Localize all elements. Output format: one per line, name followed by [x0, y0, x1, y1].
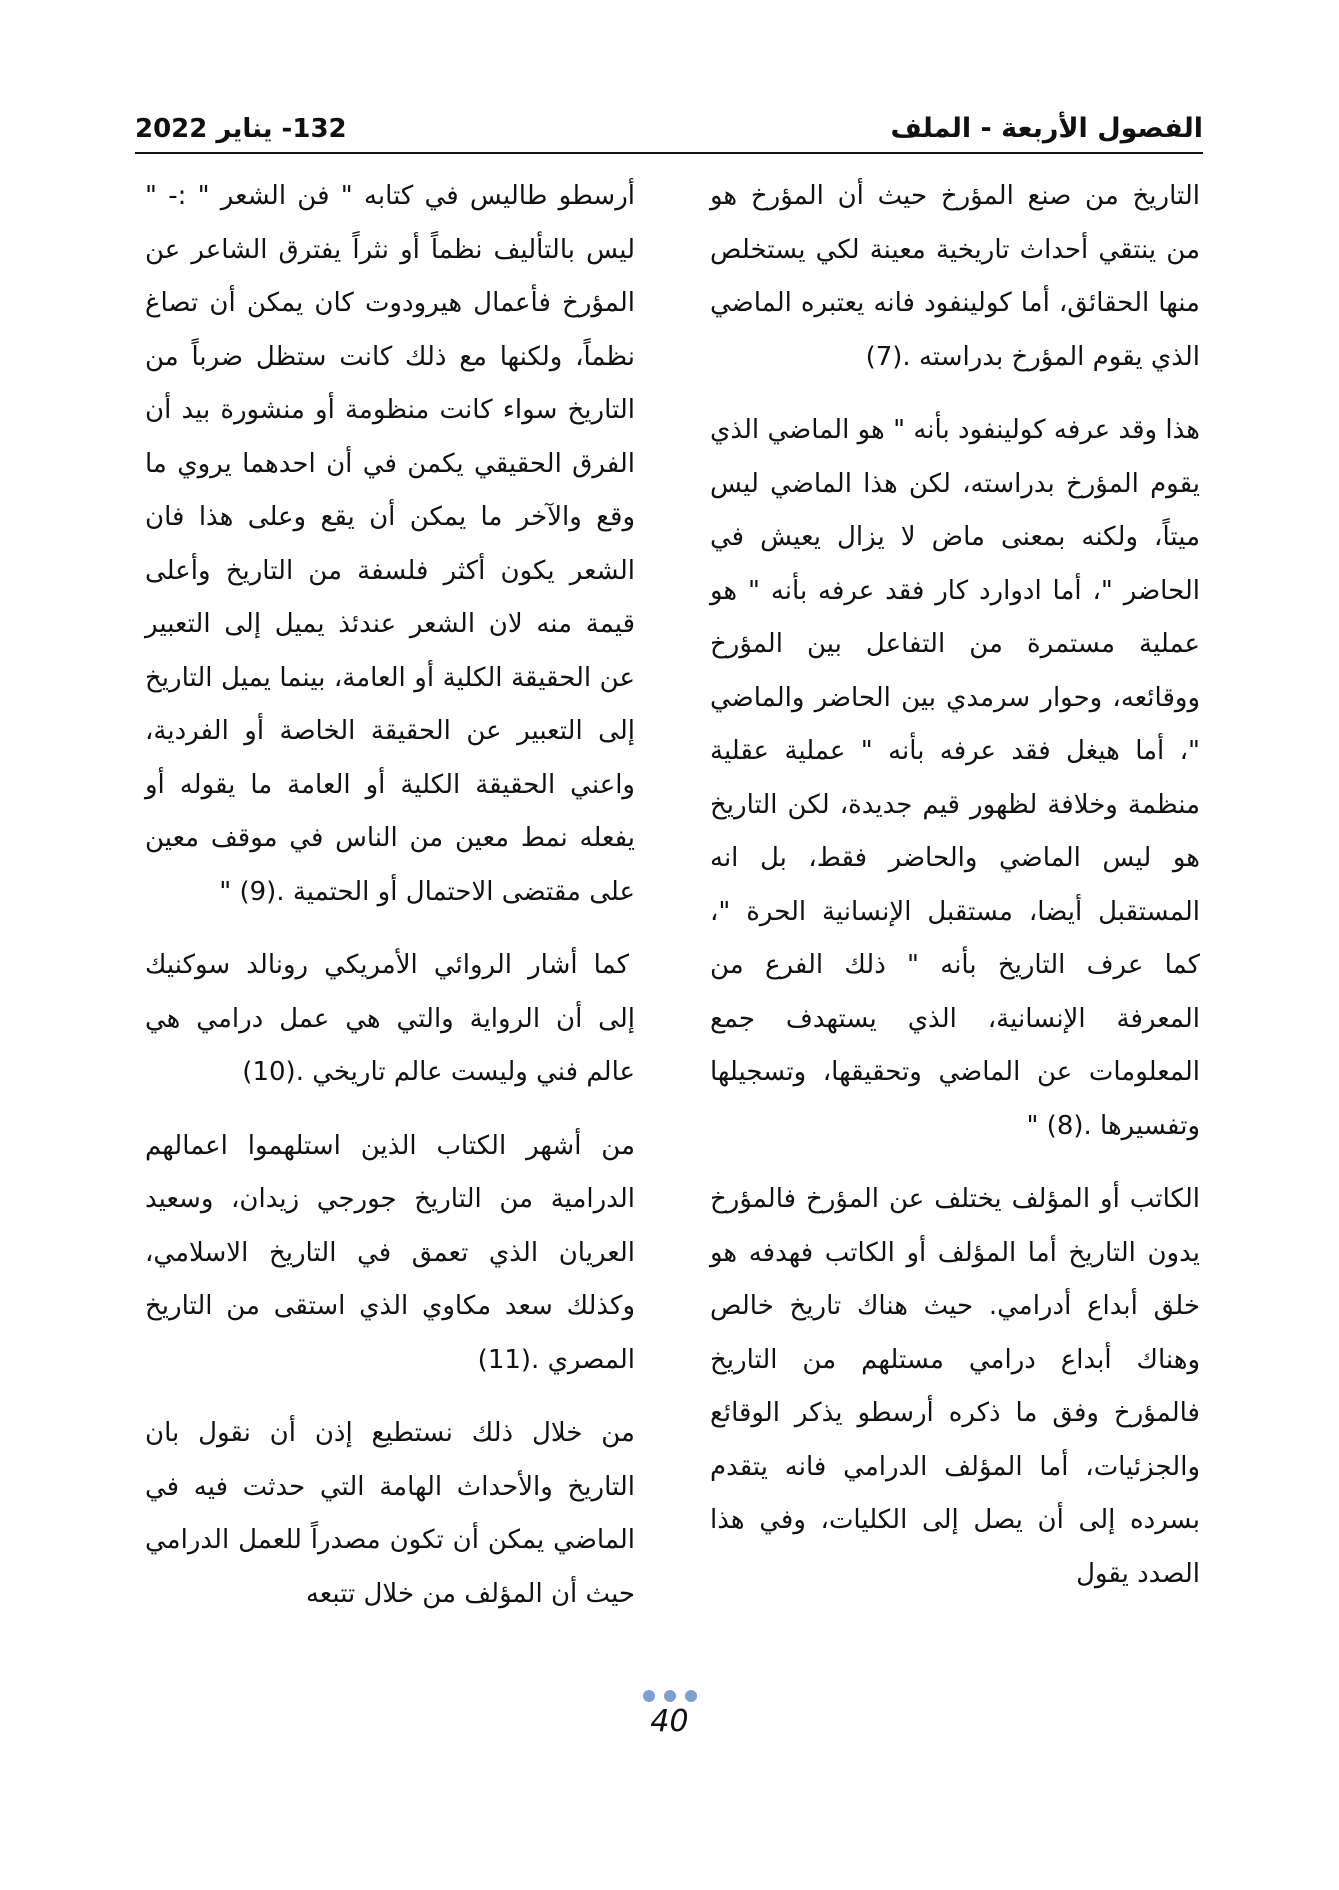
dot-icon [685, 1690, 697, 1702]
issue-date: 132- يناير 2022 [135, 114, 347, 144]
page-header [135, 108, 1203, 154]
journal-title: الفصول الأربعة - الملف [890, 113, 1203, 144]
dot-icon [664, 1690, 676, 1702]
right-column [710, 170, 1200, 1621]
left-column [145, 170, 635, 1641]
paragraph: أرسطو طاليس في كتابه " فن الشعر " :- " ليس بالتأليف نظماً أو نثراً يفترق الشاعر عن المؤرخ فأعمال هيرودوت كان يمكن أن تصاغ نظماً، ولكنها مع ذلك كانت ستظل ضرباً من التاريخ سواء كانت منظومة أو منشورة بيد أن الفرق الحقيقي يكمن في أن احدهما يروي ما وقع والآخر ما يمكن أن يقع وعلى هذا فان الشعر يكون أكثر فلسفة من التاريخ وأعلى قيمة منه لان الشعر عندئذ يميل إلى التعبير عن الحقيقة الكلية أو العامة، بينما يميل التاريخ إلى التعبير عن الحقيقة الخاصة أو الفردية، واعني الحقيقة الكلية أو العامة ما يقوله أو يفعله نمط معين من الناس في موقف معين على مقتضى الاحتمال أو الحتمية .(9) " [145, 181, 635, 907]
paragraph: كما أشار الروائي الأمريكي رونالد سوكنيك إلى أن الرواية والتي هي عمل درامي هي عالم فني وليست عالم تاريخي .(10) [145, 950, 635, 1087]
page-number: 40 [650, 1704, 689, 1739]
paragraph: الكاتب أو المؤلف يختلف عن المؤرخ فالمؤرخ يدون التاريخ أما المؤلف أو الكاتب فهدفه هو خلق أبداع أدرامي. حيث هناك تاريخ خالص وهناك أبداع درامي مستلهم من التاريخ فالمؤرخ وفق ما ذكره أرسطو يذكر الوقائع والجزئيات، أما المؤلف الدرامي فانه يتقدم بسرده إلى أن يصل إلى الكليات، وفي هذا الصدد يقول [710, 1184, 1200, 1589]
paragraph: من خلال ذلك نستطيع إذن أن نقول بان التاريخ والأحداث الهامة التي حدثت فيه في الماضي يمكن أن تكون مصدراً للعمل الدرامي حيث أن المؤلف من خلال تتبعه [145, 1418, 635, 1609]
dot-icon [643, 1690, 655, 1702]
paragraph: التاريخ من صنع المؤرخ حيث أن المؤرخ هو من ينتقي أحداث تاريخية معينة لكي يستخلص منها الحقائق، أما كولينفود فانه يعتبره الماضي الذي يقوم المؤرخ بدراسته .(7) [710, 181, 1200, 372]
paragraph: من أشهر الكتاب الذين استلهموا اعمالهم الدرامية من التاريخ جورجي زيدان، وسعيد العريان الذي تعمق في التاريخ الاسلامي، وكذلك سعد مكاوي الذي استقى من التاريخ المصري .(11) [145, 1130, 635, 1375]
page-footer [0, 1690, 1339, 1739]
dots-ornament-icon [0, 1690, 1339, 1702]
paragraph: هذا وقد عرفه كولينفود بأنه " هو الماضي الذي يقوم المؤرخ بدراسته، لكن هذا الماضي ليس ميتاً، ولكنه بمعنى ماض لا يزال يعيش في الحاضر "، أما ادوارد كار فقد عرفه بأنه " هو عملية مستمرة من التفاعل بين المؤرخ ووقائعه، وحوار سرمدي بين الحاضر والماضي "، أما هيغل فقد عرفه بأنه " عملية عقلية منظمة وخلافة لظهور قيم جديدة، لكن التاريخ هو ليس الماضي والحاضر فقط، بل انه المستقبل أيضا، مستقبل الإنسانية الحرة "، كما عرف التاريخ بأنه " ذلك الفرع من المعرفة الإنسانية، الذي يستهدف جمع المعلومات عن الماضي وتحقيقها، وتسجيلها وتفسيرها .(8) " [710, 415, 1200, 1141]
